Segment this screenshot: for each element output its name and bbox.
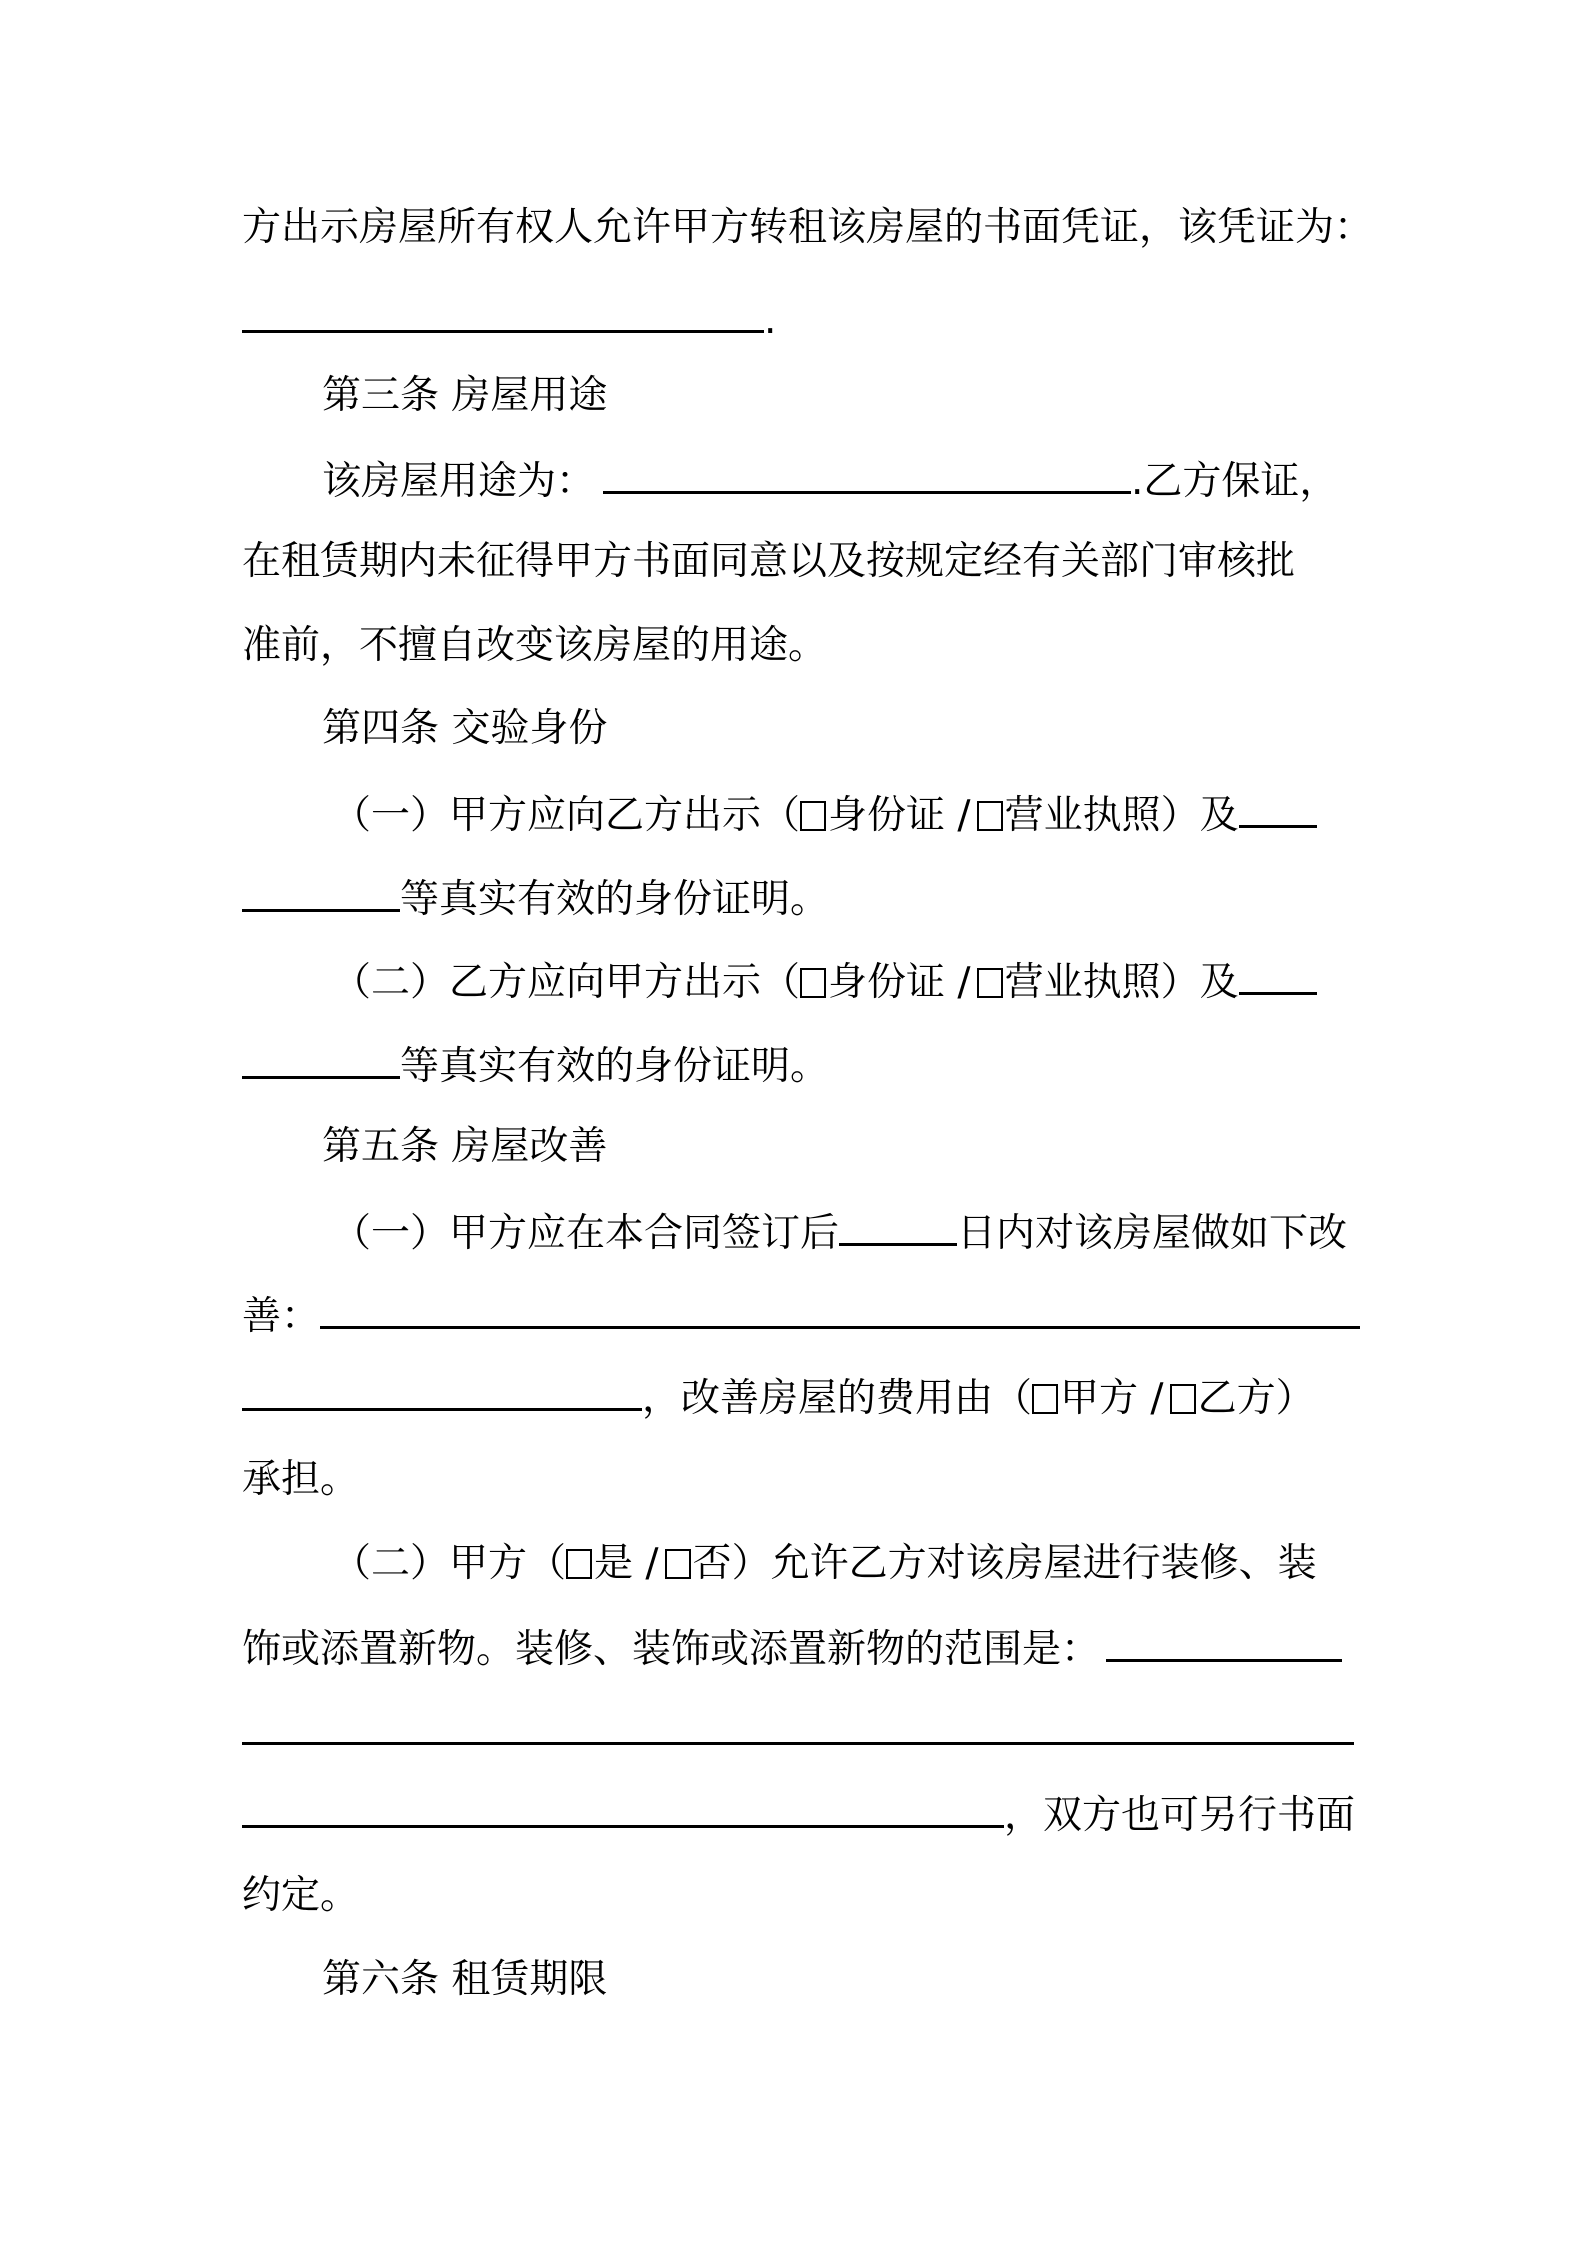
paragraph-text: 等真实有效的身份证明。 xyxy=(400,877,830,922)
text-line xyxy=(242,1370,1315,1422)
party-a-checkbox[interactable] xyxy=(1032,1384,1058,1414)
paragraph-text: （二）乙方应向甲方出示（ xyxy=(332,960,801,1005)
text-line xyxy=(332,1538,1317,1590)
paragraph-text: 该房屋用途为： xyxy=(322,459,596,504)
article-heading xyxy=(322,703,607,755)
option-label: 身份证 / xyxy=(828,960,971,1005)
id-card-checkbox[interactable] xyxy=(800,801,826,831)
no-checkbox[interactable] xyxy=(665,1549,691,1579)
text-line xyxy=(242,1454,359,1506)
paragraph-text: 准前，不擅自改变该房屋的用途。 xyxy=(242,623,828,668)
text-line xyxy=(242,1621,1342,1673)
paragraph-text: 承担。 xyxy=(242,1457,360,1502)
option-label: 营业执照）及 xyxy=(1004,960,1239,1005)
fill-in-blank[interactable] xyxy=(242,1370,642,1411)
fill-in-blank[interactable] xyxy=(603,453,1131,494)
article-heading xyxy=(322,1121,607,1173)
fill-in-blank[interactable] xyxy=(242,292,764,333)
paragraph-text: ，双方也可另行书面 xyxy=(1004,1793,1356,1838)
option-label: 甲方 / xyxy=(1060,1376,1164,1421)
fill-in-blank[interactable] xyxy=(839,1205,957,1246)
text-line xyxy=(242,1038,829,1090)
paragraph-text: 善： xyxy=(242,1294,321,1339)
text-line xyxy=(242,1787,1355,1839)
text-line xyxy=(332,1205,1347,1257)
paragraph-text: （一）甲方应向乙方出示（ xyxy=(332,793,801,838)
option-label: 是 / xyxy=(594,1541,659,1586)
text-line xyxy=(242,1704,1354,1756)
fill-in-blank[interactable] xyxy=(1239,954,1317,995)
business-license-checkbox[interactable] xyxy=(977,968,1003,998)
text-line xyxy=(242,536,1295,588)
fill-in-blank[interactable] xyxy=(320,1288,1360,1329)
fill-in-blank[interactable] xyxy=(1106,1621,1342,1662)
yes-checkbox[interactable] xyxy=(566,1549,592,1579)
text-line xyxy=(242,1870,359,1922)
option-label: 身份证 / xyxy=(828,793,971,838)
article-title: 第六条 租赁期限 xyxy=(322,1957,608,2002)
text-line xyxy=(242,871,829,923)
option-label: 营业执照）及 xyxy=(1004,793,1239,838)
article-title: 第三条 房屋用途 xyxy=(322,373,608,418)
party-b-checkbox[interactable] xyxy=(1170,1384,1196,1414)
text-line xyxy=(332,954,1317,1006)
paragraph-text: 饰或添置新物。装修、装饰或添置新物的范围是： xyxy=(242,1627,1101,1672)
business-license-checkbox[interactable] xyxy=(977,801,1003,831)
paragraph-text: （一）甲方应在本合同签订后 xyxy=(332,1211,840,1256)
text-line xyxy=(242,1288,1360,1340)
text-line xyxy=(332,787,1317,839)
text-line xyxy=(322,453,1338,505)
option-label: 乙方） xyxy=(1197,1376,1315,1421)
article-title: 第四条 交验身份 xyxy=(322,706,608,751)
paragraph-text: （二）甲方（ xyxy=(332,1541,567,1586)
paragraph-text: ，改善房屋的费用由（ xyxy=(642,1376,1033,1421)
fill-in-blank[interactable] xyxy=(242,871,400,912)
article-heading xyxy=(322,1954,607,2006)
paragraph-text: 在租赁期内未征得甲方书面同意以及按规定经有关部门审核批 xyxy=(242,539,1296,584)
paragraph-text: 等真实有效的身份证明。 xyxy=(400,1044,830,1089)
text-line xyxy=(242,292,776,344)
paragraph-text: .乙方保证， xyxy=(1131,459,1339,504)
paragraph-text: 否）允许乙方对该房屋进行装修、装 xyxy=(692,1541,1317,1586)
fill-in-blank[interactable] xyxy=(242,1704,1354,1745)
text-line xyxy=(242,202,1373,254)
paragraph-text: 方出示房屋所有权人允许甲方转租该房屋的书面凭证，该凭证为： xyxy=(242,205,1374,250)
fill-in-blank[interactable] xyxy=(1239,787,1317,828)
paragraph-text: 约定。 xyxy=(242,1873,360,1918)
fill-in-blank[interactable] xyxy=(242,1038,400,1079)
period-mark: . xyxy=(764,298,777,343)
article-title: 第五条 房屋改善 xyxy=(322,1124,608,1169)
text-line xyxy=(242,620,827,672)
fill-in-blank[interactable] xyxy=(242,1787,1004,1828)
paragraph-text: 日内对该房屋做如下改 xyxy=(957,1211,1348,1256)
id-card-checkbox[interactable] xyxy=(800,968,826,998)
article-heading xyxy=(322,370,607,422)
